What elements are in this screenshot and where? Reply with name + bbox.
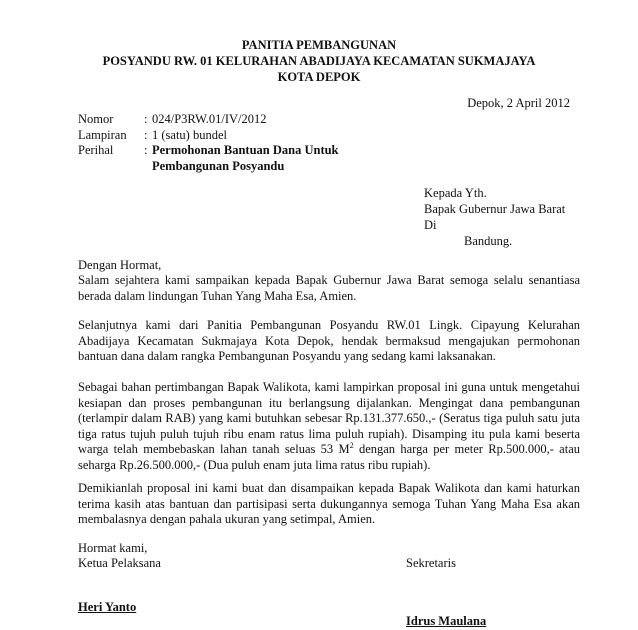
recipient-di: Di	[424, 218, 437, 232]
header-city-line: KOTA DEPOK	[277, 70, 361, 84]
signature-ketua-name: Heri Yanto	[78, 600, 137, 614]
signature-ketua-title: Ketua Pelaksana	[78, 556, 161, 570]
paragraph-4: Demikianlah proposal ini kami buat dan disampaikan kepada Bapak Walikota dan kami haturkan terima kasih atas bantuan dan partisipasi serta dukungannya semoga Tuhan Yang Maha Esa akan membalasnya dengan pahala ukuran yang setimpal, Amien.	[78, 481, 580, 526]
meta-nomor-label: Nomor	[78, 112, 114, 126]
meta-lampiran-label: Lampiran	[78, 127, 127, 142]
letter-header	[0, 37, 638, 85]
meta-perihal-row	[78, 143, 478, 159]
paragraph-3-part1: Sebagai bahan pertimbangan Bapak Walikota, kami lampirkan proposal ini guna untuk mengetahui kesiapan dan proses pembangunan itu berlangsung dijalankan. Mengingat dana pembangunan (terlampir dalam RAB) yang kami butuhkan sebesar Rp.131.377.650.,- (Seratus tiga puluh satu juta tiga ratus tujuh puluh tujuh ribu enam ratus lima puluh rupiah). Disamping itu pula kami beserta warga telah membebaskan lahan tanah seluas 53 M	[78, 380, 580, 456]
paragraph-3	[78, 380, 580, 473]
meta-lampiran-value: 1 (satu) bundel	[152, 127, 227, 142]
signature-sekretaris-name: Idrus Maulana	[406, 614, 487, 628]
letter-date: Depok, 2 April 2012	[467, 96, 570, 110]
meta-perihal-label: Perihal	[78, 143, 114, 157]
meta-perihal-value-cont: Pembangunan Posyandu	[152, 158, 285, 173]
header-org-line: PANITIA PEMBANGUNAN	[241, 38, 397, 52]
meta-lampiran-row	[78, 128, 478, 144]
recipient-block	[424, 186, 624, 250]
meta-nomor-row	[78, 112, 478, 128]
meta-nomor-value: 024/P3RW.01/IV/2012	[152, 112, 267, 126]
closing: Hormat kami,	[78, 541, 148, 555]
meta-colon: :	[144, 127, 148, 142]
signature-sekretaris-title: Sekretaris	[406, 556, 456, 570]
paragraph-3-superscript: 2	[349, 440, 354, 450]
paragraph-1: Salam sejahtera kami sampaikan kepada Bapak Gubernur Jawa Barat semoga selalu senantiasa berada dalam lindungan Tuhan Yang Maha Esa, Amien.	[78, 273, 580, 303]
meta-colon: :	[144, 112, 148, 126]
recipient-city: Bandung.	[464, 234, 513, 248]
paragraph-2: Selanjutnya kami dari Panitia Pembangunan Posyandu RW.01 Lingk. Cipayung Kelurahan Abadijaya Kecamatan Sukmajaya Kota Depok, hendak bermaksud mengajukan permohonan bantuan dana dalam rangka Pembangunan Posyandu yang sedang kami laksanakan.	[78, 318, 580, 363]
meta-colon: :	[144, 143, 148, 157]
paragraph-3-part2: dengan harga per meter Rp.500.000,- atau seharga Rp.26.500.000,- (Dua puluh enam juta lima ratus ribu rupiah).	[78, 442, 581, 472]
meta-perihal-value: Permohonan Bantuan Dana Untuk	[152, 143, 339, 157]
greeting: Dengan Hormat,	[78, 258, 162, 272]
header-posyandu-line: POSYANDU RW. 01 KELURAHAN ABADIJAYA KECAMATAN SUKMAJAYA	[102, 54, 536, 68]
recipient-name: Bapak Gubernur Jawa Barat	[424, 202, 566, 216]
letter-meta	[78, 112, 478, 174]
recipient-salutation: Kepada Yth.	[424, 186, 487, 200]
